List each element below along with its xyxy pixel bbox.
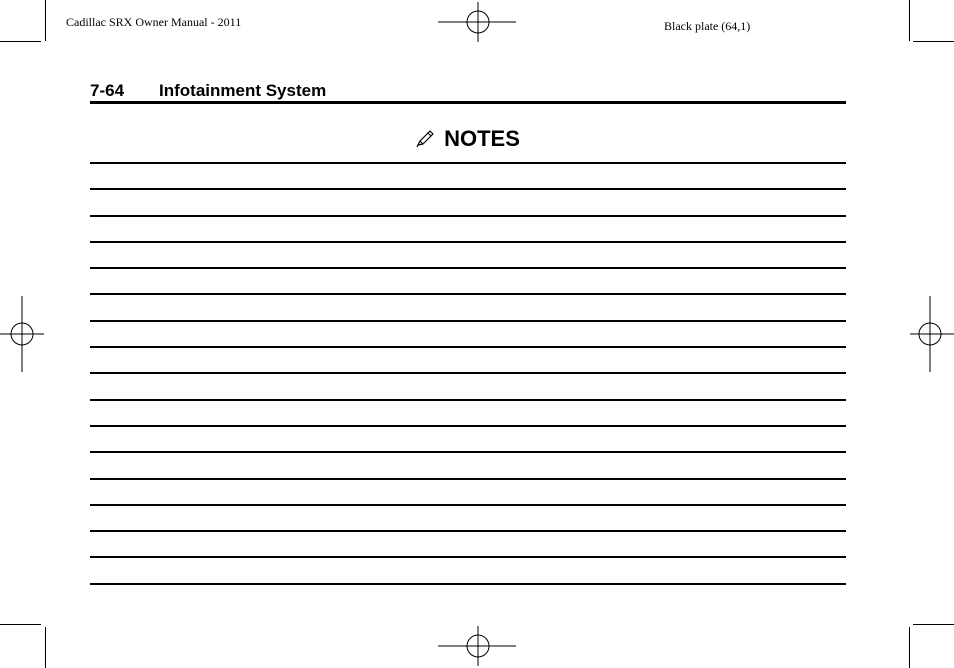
note-line xyxy=(90,530,846,556)
registration-mark-right-icon xyxy=(910,296,954,372)
crop-mark-top-left-vertical xyxy=(45,0,46,41)
note-line xyxy=(90,399,846,425)
note-line xyxy=(90,241,846,267)
registration-mark-left-icon xyxy=(0,296,44,372)
note-line xyxy=(90,267,846,293)
slug-manual-title: Cadillac SRX Owner Manual - 2011 xyxy=(66,15,242,29)
crop-mark-top-right-horizontal xyxy=(913,41,954,42)
note-line xyxy=(90,478,846,504)
note-line xyxy=(90,293,846,319)
page-number: 7-64 xyxy=(90,81,125,100)
crop-mark-top-right-vertical xyxy=(909,0,910,41)
registration-mark-top-icon xyxy=(438,2,516,42)
note-line xyxy=(90,162,846,188)
note-line xyxy=(90,215,846,241)
notes-heading-text: NOTES xyxy=(444,126,520,151)
note-line xyxy=(90,556,846,582)
registration-mark-bottom-icon xyxy=(438,626,516,666)
note-line xyxy=(90,425,846,451)
section-title: Infotainment System xyxy=(159,81,327,100)
note-line xyxy=(90,346,846,372)
note-line xyxy=(90,372,846,398)
crop-mark-bottom-right-vertical xyxy=(909,627,910,668)
crop-mark-bottom-left-vertical xyxy=(45,627,46,668)
slug-plate-info: Black plate (64,1) xyxy=(664,19,751,33)
writing-hand-icon xyxy=(416,128,436,148)
note-line xyxy=(90,451,846,477)
note-line xyxy=(90,504,846,530)
note-line xyxy=(90,583,846,585)
note-line xyxy=(90,320,846,346)
running-header xyxy=(90,81,846,103)
crop-mark-top-left-horizontal xyxy=(0,41,41,42)
note-line xyxy=(90,188,846,214)
header-rule xyxy=(90,101,846,104)
notes-heading xyxy=(90,124,846,154)
note-lines xyxy=(90,162,846,585)
crop-mark-bottom-right-horizontal xyxy=(913,624,954,625)
crop-mark-bottom-left-horizontal xyxy=(0,624,41,625)
